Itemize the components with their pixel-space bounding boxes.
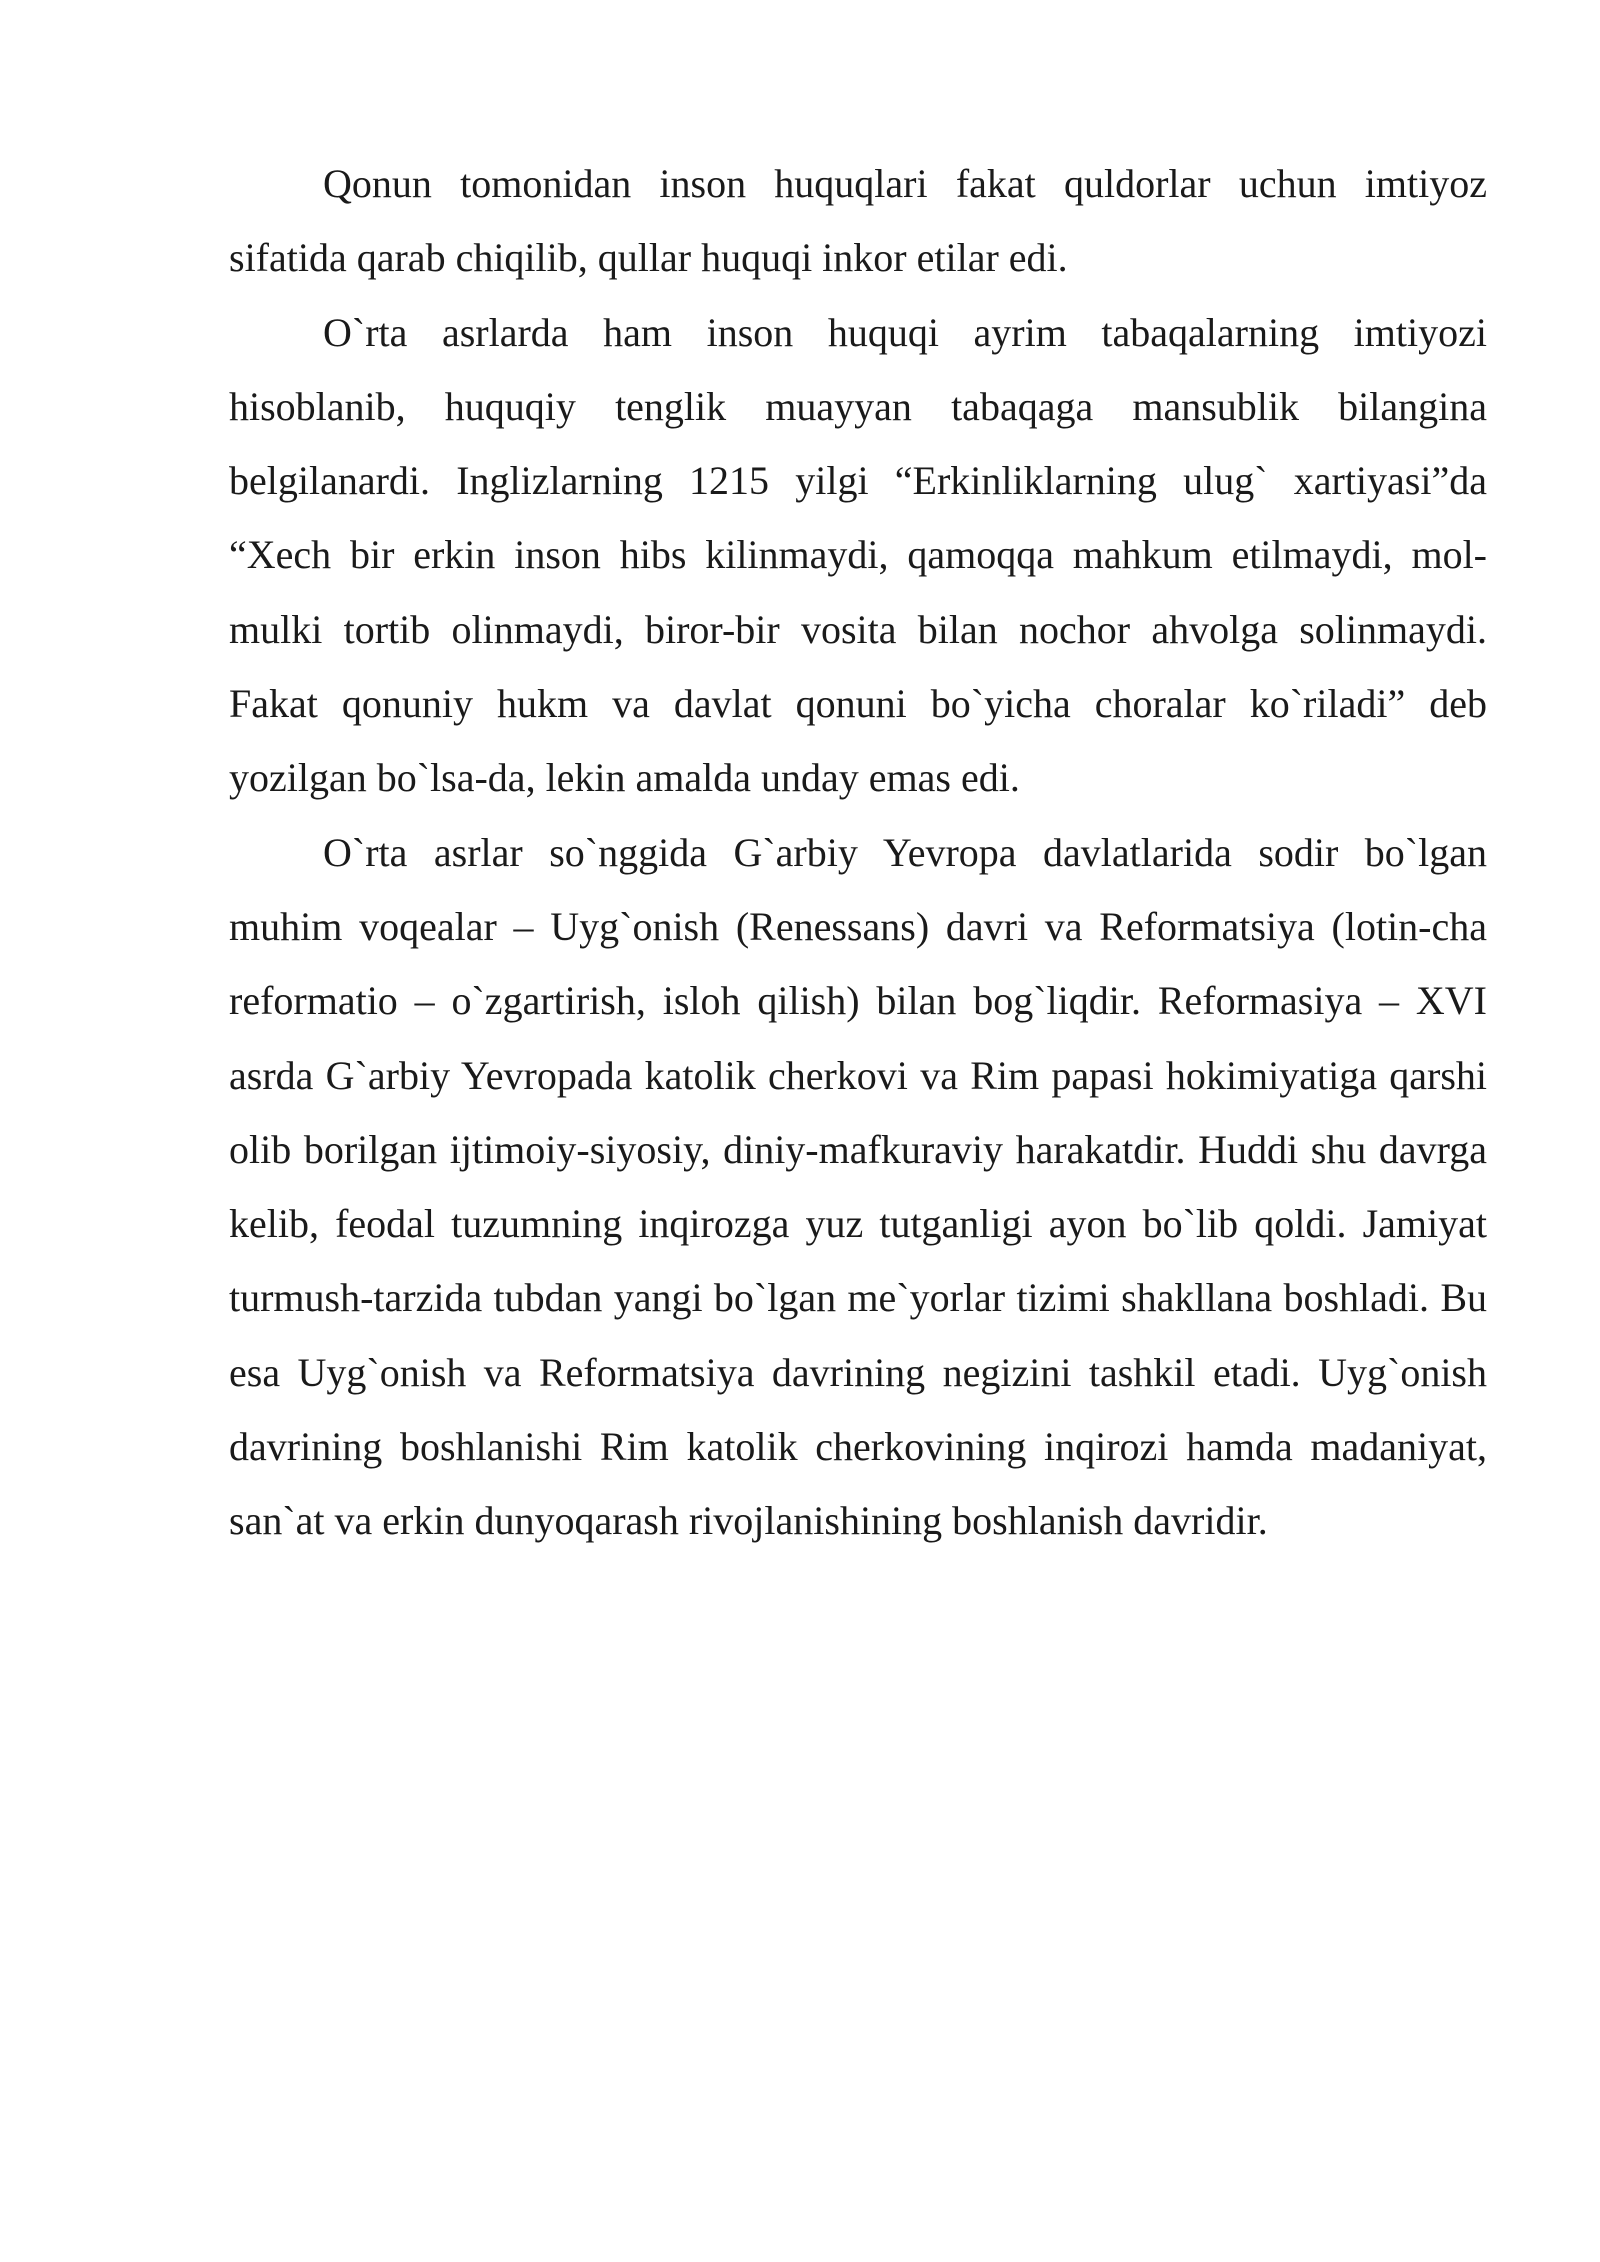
paragraph-2: O`rta asrlarda ham inson huquqi ayrim tabaqalarning imtiyozi hisoblanib, huquqiy tenglik muayyan tabaqaga mansublik bilangina belgilanardi. Inglizlarning 1215 yilgi “Erkinliklarning ulug` xartiyasi”da “Xech bir erkin inson hibs kilinmaydi, qamoqqa mahkum etilmaydi, mol-mulki tortib olinmaydi, biror-bir vosita bilan nochor ahvolga solinmaydi. Fakat qonuniy hukm va davlat qonuni bo`yicha choralar ko`riladi” deb yozilgan bo`lsa-da, lekin amalda unday emas edi. — [229, 309, 1487, 801]
document-body — [229, 147, 1487, 1559]
paragraph-3: O`rta asrlar so`nggida G`arbiy Yevropa davlatlarida sodir bo`lgan muhim voqealar – Uyg`onish (Renessans) davri va Reformatsiya (lotin-cha reformatio – o`zgartirish, isloh qilish) bilan bog`liqdir. Reformasiya – XVI asrda G`arbiy Yevropada katolik cherkovi va Rim papasi hokimiyatiga qarshi olib borilgan ijtimoiy-siyosiy, diniy-mafkuraviy harakatdir. Huddi shu davrga kelib, feodal tuzumning inqirozga yuz tutganligi ayon bo`lib qoldi. Jamiyat turmush-tarzida tubdan yangi bo`lgan me`yorlar tizimi shakllana boshladi. Bu esa Uyg`onish va Reformatsiya davrining negizini tashkil etadi. Uyg`onish davrining boshlanishi Rim katolik cherkovining inqirozi hamda madaniyat, san`at va erkin dunyoqarash rivojlanishining boshlanish davridir. — [229, 829, 1487, 1544]
paragraph-1: Qonun tomonidan inson huquqlari fakat quldorlar uchun imtiyoz sifatida qarab chiqilib, qullar huquqi inkor etilar edi. — [229, 161, 1487, 281]
